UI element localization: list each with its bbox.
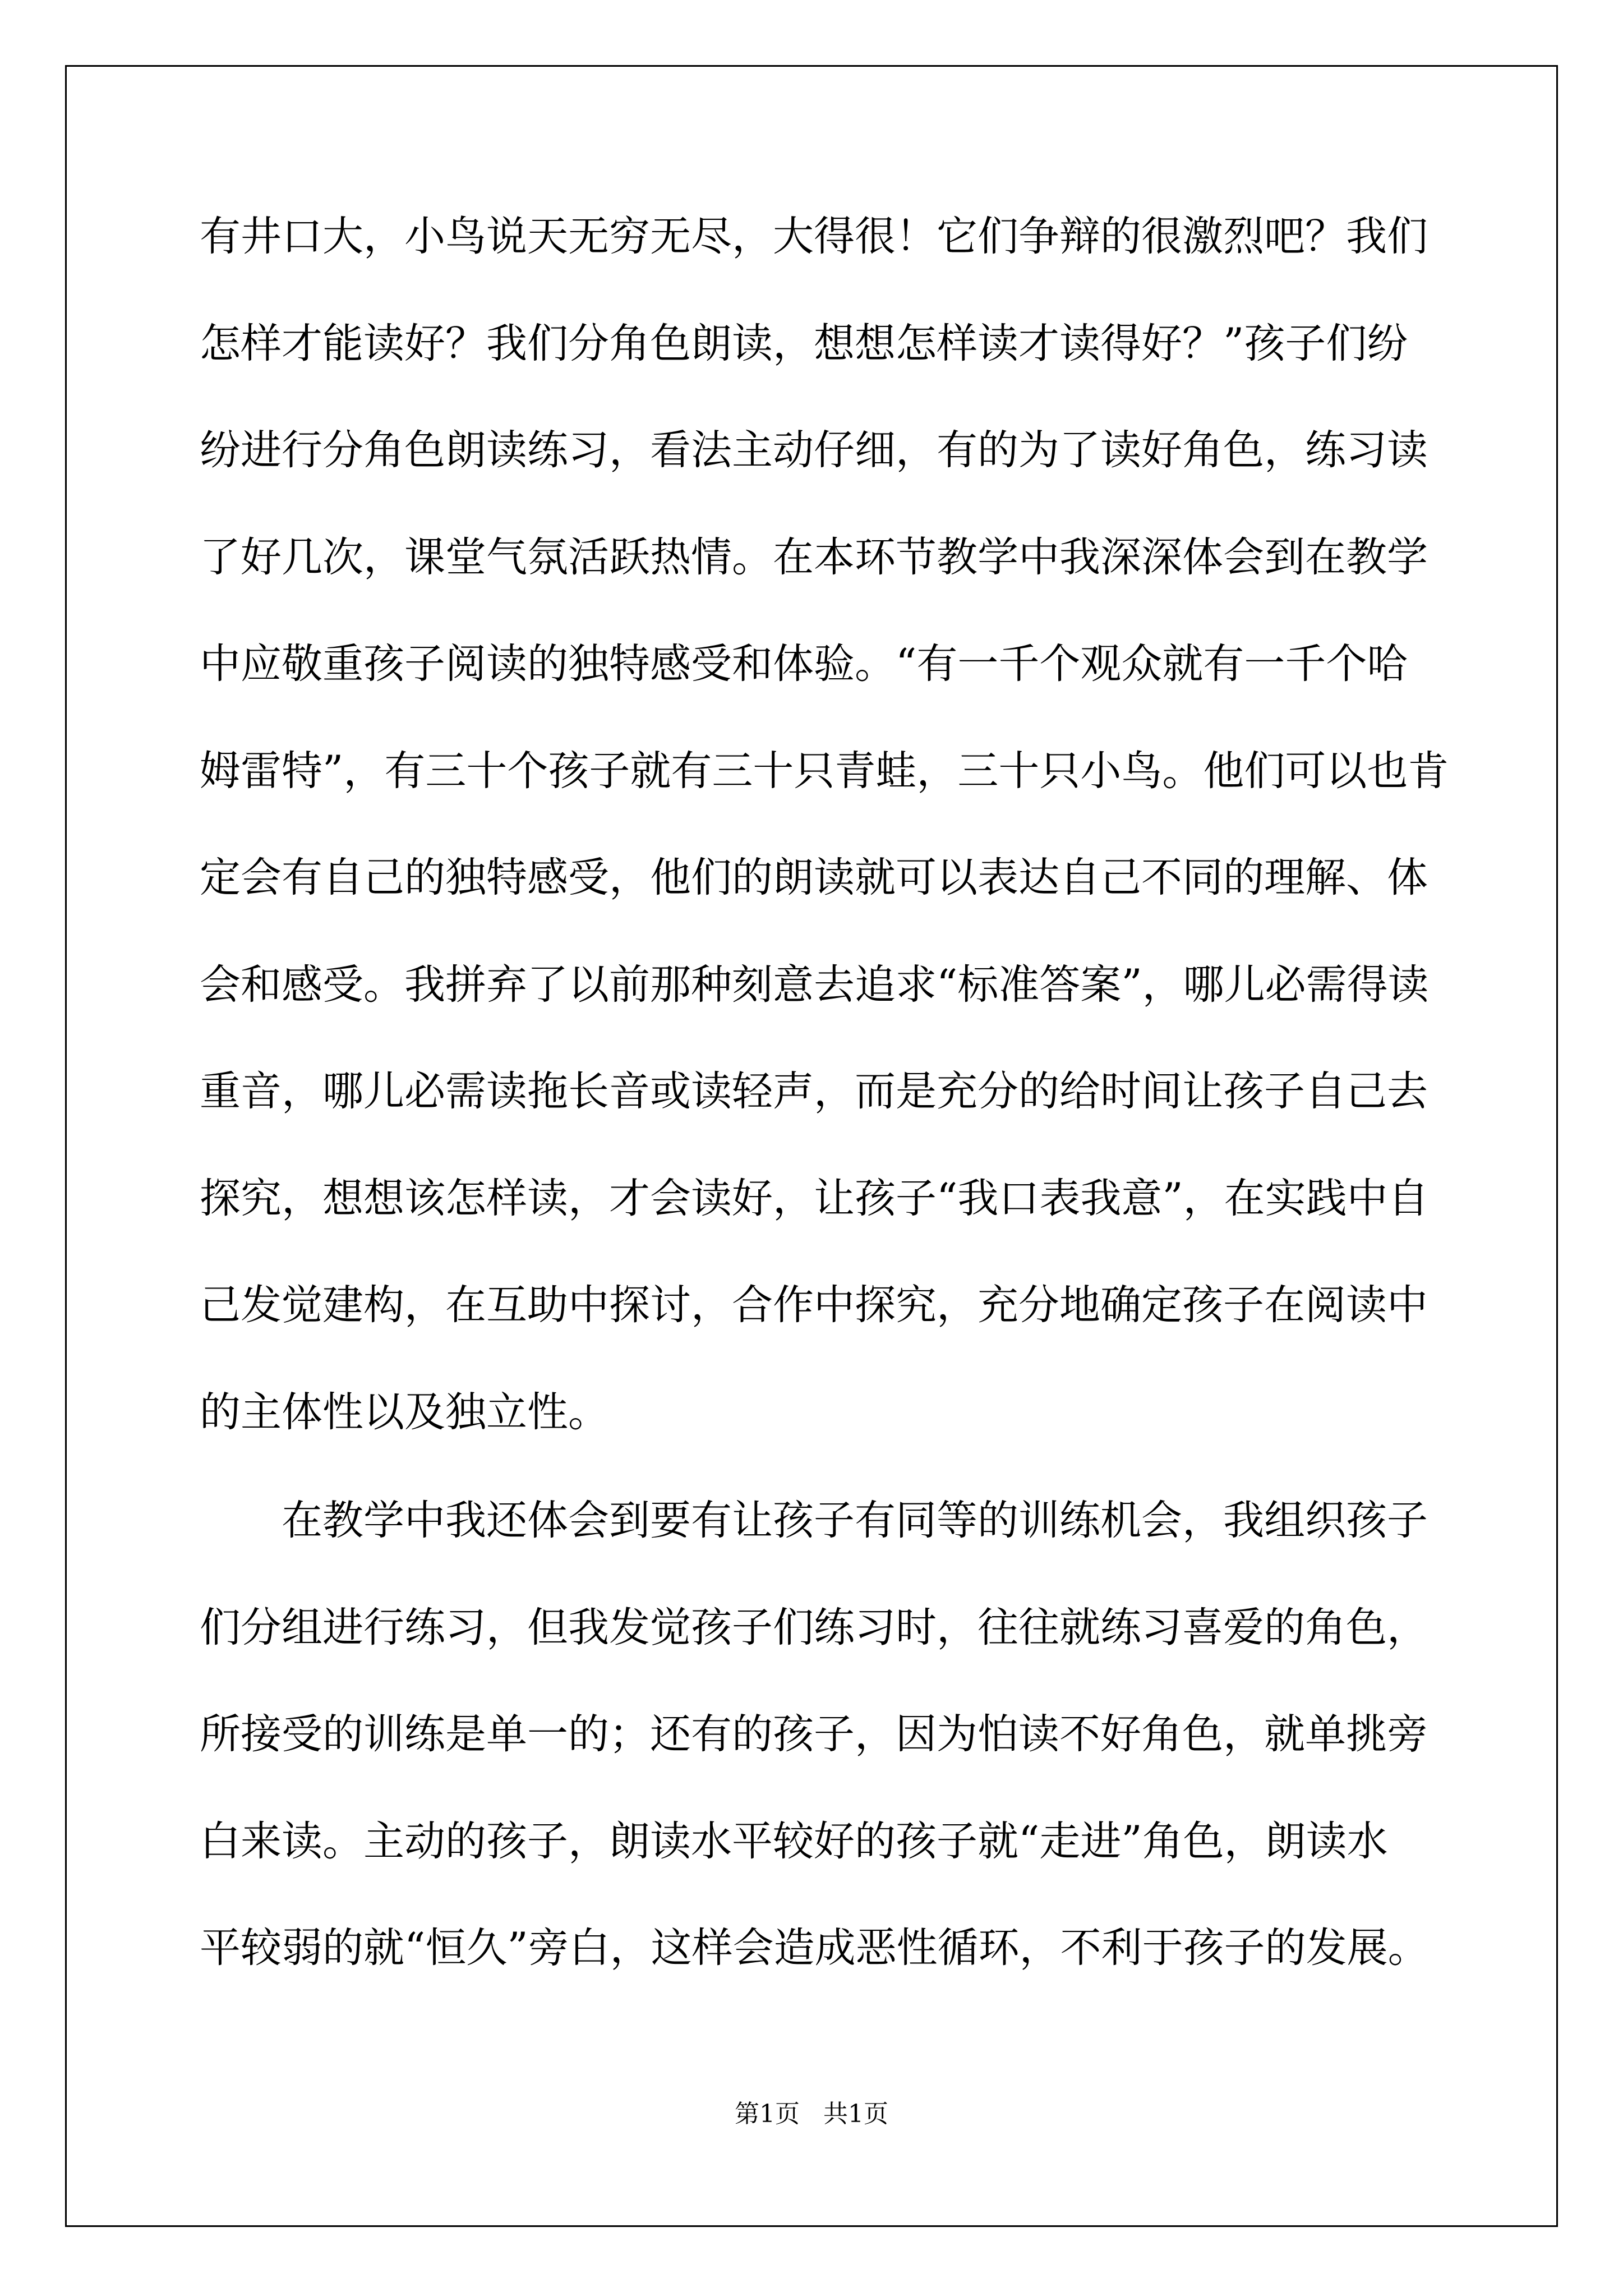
paragraph-line: 白来读。主动的孩子，朗读水平较好的孩子就“走进”角色，朗读水 <box>200 1817 1388 1865</box>
paragraph-line: 定会有自己的独特感受，他们的朗读就可以表达自己不同的理解、体 <box>200 854 1428 901</box>
paragraph-line: 在教学中我还体会到要有让孩子有同等的训练机会，我组织孩子 <box>282 1497 1428 1544</box>
paragraph-line: 怎样才能读好？我们分角色朗读，想想怎样读才读得好？”孩子们纷 <box>200 319 1408 367</box>
paragraph-line: 姆雷特”，有三十个孩子就有三十只青蛙，三十只小鸟。他们可以也肯 <box>200 747 1449 795</box>
page-footer: 第1页 共1页 <box>735 2100 888 2128</box>
paragraph-line: 重音，哪儿必需读拖长音或读轻声，而是充分的给时间让孩子自己去 <box>200 1068 1428 1115</box>
paragraph-line: 所接受的训练是单一的；还有的孩子，因为怕读不好角色，就单挑旁 <box>200 1710 1428 1758</box>
document-body <box>200 209 1449 2027</box>
paragraph-line: 平较弱的就“恒久”旁白，这样会造成恶性循环，不利于孩子的发展。 <box>200 1924 1429 1972</box>
paragraph-line: 纷进行分角色朗读练习，看法主动仔细，有的为了读好角色，练习读 <box>200 426 1428 474</box>
paragraph-line: 会和感受。我拼弃了以前那种刻意去追求“标准答案”，哪儿必需得读 <box>200 960 1429 1009</box>
paragraph-line: 探究，想想该怎样读，才会读好，让孩子“我口表我意”，在实践中自 <box>200 1174 1429 1222</box>
paragraph-line: 的主体性以及独立性。 <box>200 1388 609 1436</box>
paragraph-line: 有井口大，小鸟说天无穷无尽，大得很！它们争辩的很激烈吧？我们 <box>200 213 1428 260</box>
paragraph-line: 们分组进行练习，但我发觉孩子们练习时，往往就练习喜爱的角色， <box>200 1603 1428 1651</box>
paragraph-line: 了好几次，课堂气氛活跃热情。在本环节教学中我深深体会到在教学 <box>200 533 1428 581</box>
paragraph-line: 中应敬重孩子阅读的独特感受和体验。“有一千个观众就有一千个哈 <box>200 640 1408 688</box>
paragraph-line: 己发觉建构，在互助中探讨，合作中探究，充分地确定孩子在阅读中 <box>200 1281 1428 1329</box>
